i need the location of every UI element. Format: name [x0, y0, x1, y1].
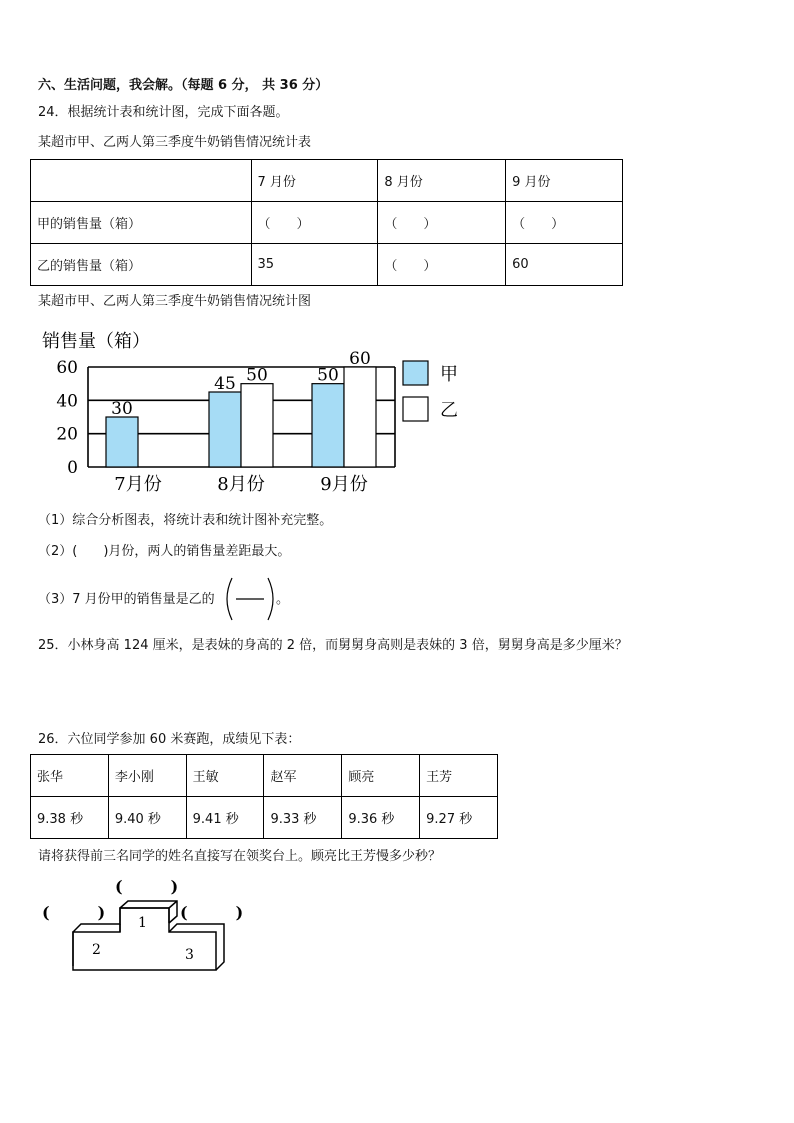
data-label: 60 — [349, 349, 371, 369]
q24-sub1: （1）综合分析图表，将统计表和统计图补充完整。 — [38, 513, 333, 528]
answer-blank[interactable]: （ ） — [378, 244, 506, 286]
y-tick-label: 0 — [67, 458, 78, 478]
table-header-cell — [31, 160, 252, 202]
q25-text: 25．小林身高 124 厘米，是表妹的身高的 2 倍，而舅舅身高则是表妹的 3 倍，舅舅身高是多少厘米？ — [38, 638, 628, 653]
q24-sub3 — [38, 591, 215, 609]
q24-sub3-prefix: （3）7 月份甲的销售量是乙的 — [38, 592, 215, 607]
student-name: 赵军 — [264, 755, 342, 797]
race-results-table — [30, 754, 498, 839]
y-axis-label: 销售量（箱） — [42, 331, 150, 352]
table-header-cell: 8 月份 — [378, 160, 506, 202]
section-title: 六、生活问题，我会解。（每题 6 分， 共 36 分） — [38, 78, 329, 93]
podium-second-blank[interactable]: ( ) — [42, 903, 106, 922]
table-header-cell: 7 月份 — [251, 160, 378, 202]
sales-table — [30, 159, 623, 286]
table-row — [31, 755, 498, 797]
table-header-cell: 9 月份 — [506, 160, 623, 202]
legend-swatch-甲 — [403, 361, 428, 385]
q24-chart-title: 某超市甲、乙两人第三季度牛奶销售情况统计图 — [38, 294, 312, 309]
bar-乙-8月份 — [241, 384, 273, 467]
answer-blank[interactable]: （ ） — [251, 202, 378, 244]
data-label: 50 — [246, 365, 268, 386]
q24-stem: 24．根据统计表和统计图，完成下面各题。 — [38, 105, 289, 120]
table-cell: 35 — [251, 244, 378, 286]
bar-甲-7月份 — [106, 417, 138, 467]
x-tick-label: 8月份 — [217, 474, 265, 495]
race-time: 9.33 秒 — [264, 797, 342, 839]
race-time: 9.40 秒 — [108, 797, 186, 839]
x-tick-label: 9月份 — [320, 474, 368, 495]
sales-table-header-row — [31, 160, 623, 202]
q24-sub3-suffix: 。 — [276, 592, 290, 607]
race-time: 9.27 秒 — [420, 797, 498, 839]
bar-甲-8月份 — [209, 392, 241, 467]
table-cell: 60 — [506, 244, 623, 286]
fraction-answer-blank[interactable] — [224, 576, 276, 622]
data-label: 30 — [111, 399, 133, 419]
race-time: 9.36 秒 — [342, 797, 420, 839]
q24-sub2: （2）( )月份，两人的销售量差距最大。 — [38, 544, 291, 559]
podium-number-2: 2 — [92, 942, 101, 958]
legend-label: 乙 — [440, 400, 458, 421]
q26-stem: 26．六位同学参加 60 米赛跑，成绩见下表： — [38, 732, 301, 747]
y-tick-label: 40 — [56, 391, 78, 412]
podium-third-blank[interactable]: ( ) — [180, 903, 244, 922]
q24-table-title: 某超市甲、乙两人第三季度牛奶销售情况统计表 — [38, 135, 312, 150]
student-name: 王芳 — [420, 755, 498, 797]
table-row — [31, 244, 623, 286]
student-name: 顾亮 — [342, 755, 420, 797]
bar-甲-9月份 — [312, 384, 344, 467]
table-row-label: 乙的销售量（箱） — [31, 244, 252, 286]
data-label: 45 — [214, 374, 236, 394]
legend-swatch-乙 — [403, 397, 428, 421]
y-tick-label: 60 — [56, 358, 78, 378]
bar-乙-9月份 — [344, 367, 376, 467]
answer-blank[interactable]: （ ） — [378, 202, 506, 244]
race-time: 9.38 秒 — [31, 797, 109, 839]
student-name: 王敏 — [186, 755, 264, 797]
q26-question: 请将获得前三名同学的姓名直接写在领奖台上。顾亮比王芳慢多少秒？ — [38, 849, 442, 864]
x-tick-label: 7月份 — [114, 474, 162, 495]
podium-illustration — [40, 872, 260, 977]
race-time: 9.41 秒 — [186, 797, 264, 839]
podium-number-1: 1 — [138, 915, 147, 931]
y-tick-label: 20 — [56, 424, 78, 445]
table-row — [31, 797, 498, 839]
answer-blank[interactable]: （ ） — [506, 202, 623, 244]
podium-number-3: 3 — [185, 947, 194, 963]
student-name: 李小刚 — [108, 755, 186, 797]
sales-bar-chart — [30, 320, 470, 500]
student-name: 张华 — [31, 755, 109, 797]
table-row — [31, 202, 623, 244]
legend-label: 甲 — [440, 364, 458, 385]
data-label: 50 — [317, 365, 339, 386]
podium-first-blank[interactable]: ( ) — [115, 877, 179, 896]
table-row-label: 甲的销售量（箱） — [31, 202, 252, 244]
